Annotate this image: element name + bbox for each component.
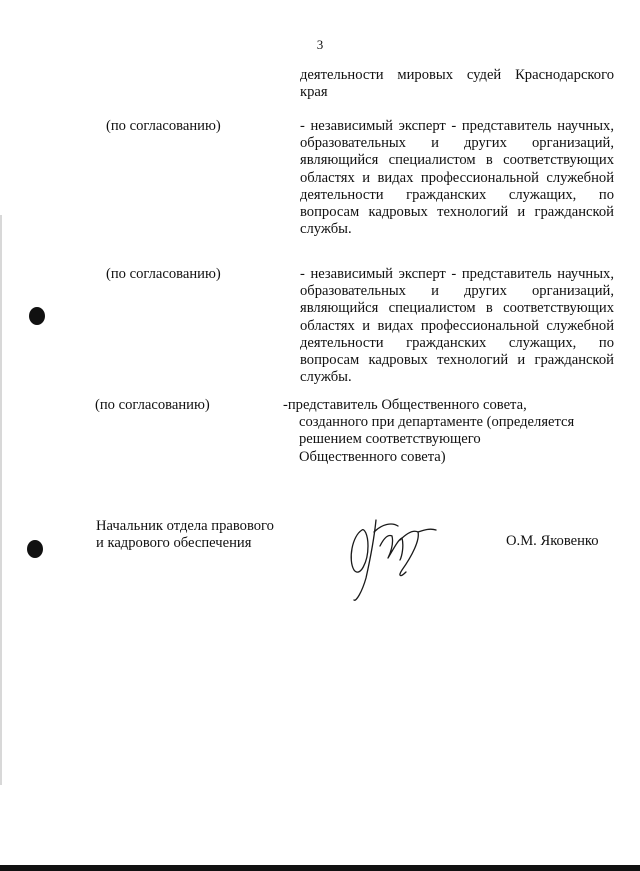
scan-bottom-border	[0, 865, 640, 871]
scan-edge-shadow	[0, 215, 2, 785]
position-line: и кадрового обеспечения	[96, 535, 252, 552]
text-line: - независимый эксперт - представитель научных,	[300, 118, 614, 134]
text-line: являющийся специалистом в соответствующих	[300, 300, 614, 317]
text-line: созданного при департаменте (определяется	[299, 414, 575, 431]
text-line: образовательных и других организаций,	[300, 283, 614, 300]
approval-note: (по согласованию)	[106, 118, 221, 134]
text-line: деятельности гражданских служащих, по	[300, 186, 614, 203]
approval-note: (по согласованию)	[106, 266, 221, 282]
entry-text	[300, 266, 614, 386]
text-line: областях и видах профессиональной служебной	[300, 317, 614, 334]
text-line: службы.	[300, 221, 352, 238]
approval-note: (по согласованию)	[95, 397, 210, 413]
entry-text	[283, 397, 574, 466]
continuation-text	[300, 67, 614, 101]
punch-hole-mark	[27, 540, 43, 558]
text-line: деятельности мировых судей Краснодарского	[300, 67, 614, 83]
text-line: края	[300, 84, 328, 101]
signer-name: О.М. Яковенко	[506, 533, 599, 549]
text-line: вопросам кадровых технологий и гражданской	[300, 352, 614, 369]
text-line: -представитель Общественного совета,	[283, 397, 527, 413]
text-line: - независимый эксперт - представитель научных,	[300, 266, 614, 282]
text-line: образовательных и других организаций,	[300, 135, 614, 152]
punch-hole-mark	[29, 307, 45, 325]
page-number: 3	[316, 37, 324, 52]
position-line: Начальник отдела правового	[96, 518, 274, 534]
text-line: службы.	[300, 369, 352, 386]
text-line: деятельности гражданских служащих, по	[300, 334, 614, 351]
text-line: вопросам кадровых технологий и гражданской	[300, 204, 614, 221]
text-line: областях и видах профессиональной служебной	[300, 169, 614, 186]
text-line: решением соответствующего	[299, 431, 481, 448]
entry-text	[300, 118, 614, 238]
text-line: являющийся специалистом в соответствующих	[300, 152, 614, 169]
handwritten-signature	[340, 500, 460, 610]
text-line: Общественного совета)	[299, 448, 446, 465]
signer-position	[96, 518, 274, 552]
